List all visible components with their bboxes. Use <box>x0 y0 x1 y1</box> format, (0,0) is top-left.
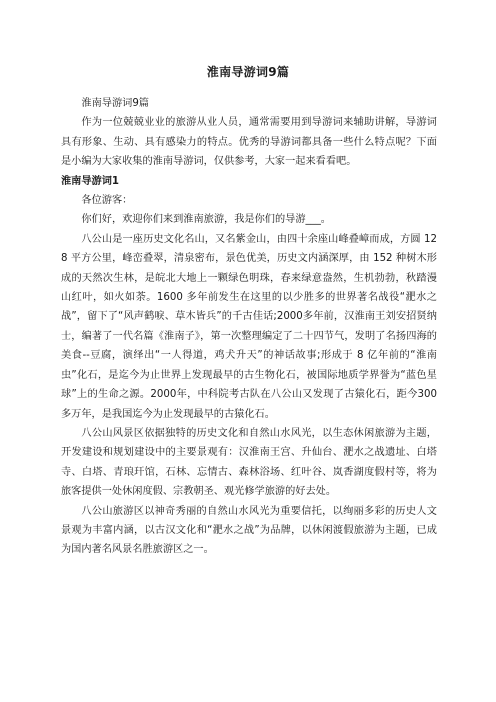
document-title: 淮南导游词9篇 <box>206 65 290 79</box>
section-heading: 淮南导游词1 <box>61 175 120 187</box>
intro-paragraph: 作为一位兢兢业业的旅游从业人员，通常需要用到导游词来辅助讲解，导游词具有形象、生动、具有感染力的特点。优秀的导游词都具备一些什么特点呢？下面是小编为大家收集的淮南导游词，仅供参考，大家一起来看看吧。 <box>61 117 437 168</box>
body-paragraph-scenic-area: 八公山风景区依据独特的历史文化和自然山水风光，以生态休闲旅游为主题，开发建设和规划建设中的主要景观有：汉淮南王宫、升仙台、淝水之战遗址、白塔寺、白塔、青琅玕馆，石林、忘情古、森林浴场、红叶谷、岚香湖度假村等，将为旅客提供一处休闲度假、宗教朝圣、观光修学旅游的好去处。 <box>61 427 437 498</box>
body-paragraph-tourism-area: 八公山旅游区以神奇秀丽的自然山水风光为重要信托，以绚丽多彩的历史人文景观为丰富内涵，以古汉文化和“淝水之战”为品牌，以休闲渡假旅游为主题，已成为国内著名风景名胜旅游区之一。 <box>61 505 437 556</box>
intro-subtitle: 淮南导游词9篇 <box>81 98 149 109</box>
document-body <box>61 94 437 560</box>
welcome-line: 你们好，欢迎你们来到淮南旅游，我是你们的导游___。 <box>81 214 331 226</box>
body-paragraph-bagong-mountain: 八公山是一座历史文化名山，又名紫金山，由四十余座山峰叠嶂而成，方圆 128 平方公里，峰峦叠翠，清泉密布，景色优美，历史文内涵深厚，由 152 种树木形成的天然次生林，是皖北大地上一颗绿色明珠，春来绿意盎然，生机勃勃，秋踏漫山红叶，如火如荼。1600 多年前发生在这里的以少胜多的世界著名战役“淝水之战”，留下了“风声鹤唳、草木皆兵”的千古佳话;2000多年前，汉淮南王刘安招贤纳士，编著了一代名篇《淮南子》，第一次整理编定了二十四节气，发明了名扬四海的美食--豆腐，演绎出“一人得道，鸡犬升天”的神话故事;形成于 8 亿年前的“淮南虫”化石，是迄今为止世界上发现最早的古生物化石，被国际地质学界誉为“蓝色星球”上的生命之源。2000年，中科院考古队在八公山又发现了古猿化石，距今300多万年，是我国迄今为止发现最早的古猿化石。 <box>61 233 437 420</box>
greeting-line: 各位游客： <box>81 195 133 207</box>
